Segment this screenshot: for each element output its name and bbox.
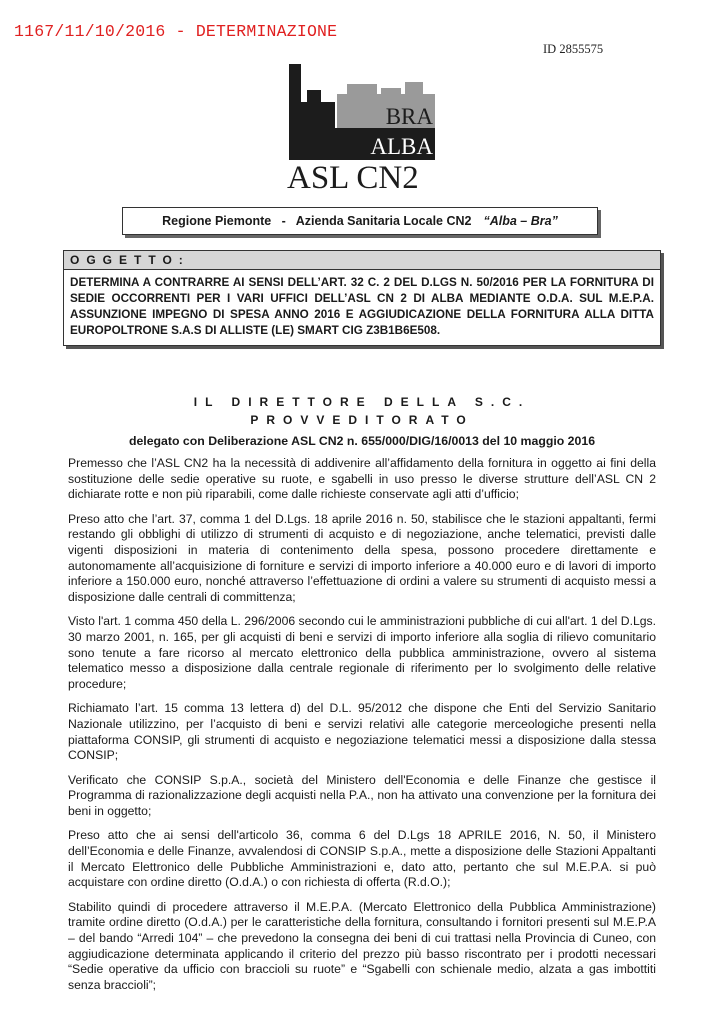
director-heading (0, 393, 724, 429)
logo-graphic (285, 62, 445, 192)
oggetto-header: OGGETTO: (64, 251, 660, 270)
director-line-1: IL DIRETTORE DELLA S.C. (193, 395, 531, 409)
paragraph-preso-atto-art37: Preso atto che l’art. 37, comma 1 del D.Lgs. 18 aprile 2016 n. 50, stabilisce che le stazioni appaltanti, fermi restando gli obblighi di utilizzo di strumenti di acquisto e di negoziazione, anche telematici, previsti dalle vigenti disposizioni in materia di contenimento della spesa, possono procedere direttamente e autonomamente all’acquisizione di forniture e servizi di importo inferiore a 40.000 euro e di lavori di importo inferiore a 150.000 euro, nonché attraverso l’effettuazione di ordini a valere su strumenti di acquisto messi a disposizione dalle centrali di committenza; (68, 511, 656, 604)
asl-cn2-logo (285, 62, 445, 192)
paragraph-stabilito: Stabilito quindi di procedere attraverso il M.E.P.A. (Mercato Elettronico della Pubblica Amministrazione) tramite ordine diretto (O.d.A.) per le caratteristiche della fornitura, consultando i fornitori presenti sul M.E.P.A – del bando “Arredi 104” – che prevedono la consegna dei beni di cui trattasi nella Provincia di Cuneo, con aggiudicazione determinata applicando il criterio del prezzo più basso riscontrato per i prodotti necessari “Sedie operative da ufficio con braccioli su ruote” e “Sgabelli con schienale medio, alzata a gas imbottiti senza braccioli”; (68, 899, 656, 992)
logo-bra-text: BRA (385, 104, 433, 129)
delegation-line: delegato con Deliberazione ASL CN2 n. 655/000/DIG/16/0013 del 10 maggio 2016 (128, 434, 596, 448)
protocol-stamp: 1167/11/10/2016 - DETERMINAZIONE (14, 22, 338, 41)
director-line-2: PROVVEDITORATO (250, 413, 474, 427)
region-title: Regione Piemonte - Azienda Sanitaria Locale CN2 (162, 214, 472, 228)
oggetto-box (63, 250, 661, 346)
document-id: ID 2855575 (543, 42, 604, 56)
logo-asl-text: ASL CN2 (287, 160, 419, 192)
paragraph-preso-atto-art36: Preso atto che ai sensi dell'articolo 36, comma 6 del D.Lgs 18 APRILE 2016, N. 50, il Ministero dell’Economia e delle Finanze, avvalendosi di CONSIP S.p.A., mette a disposizione delle Stazioni Appaltanti il Mercato Elettronico delle Pubbliche Amministrazioni e, dato atto, pertanto che sul M.E.P.A. si può acquistare con ordine diretto (O.d.A.) o con richiesta di offerta (R.d.O.); (68, 828, 656, 890)
document-body (68, 456, 656, 1002)
oggetto-text: DETERMINA A CONTRARRE AI SENSI DELL’ART. 32 C. 2 DEL D.LGS N. 50/2016 PER LA FORNITURA DI SEDIE OCCORRENTI PER I VARI UFFICI DELL’ASL CN 2 DI ALBA MEDIANTE O.D.A. SUL M.E.P.A. ASSUNZIONE IMPEGNO DI SPESA ANNO 2016 E AGGIUDICAZIONE DELLA FORNITURA ALLA DITTA EUROPOLTRONE S.A.S DI ALLISTE (LE) SMART CIG Z3B1B6E508. (70, 276, 654, 337)
logo-alba-text: ALBA (370, 134, 433, 159)
paragraph-verificato: Verificato che CONSIP S.p.A., società del Ministero dell'Economia e delle Finanze che gestisce il Programma di razionalizzazione degli acquisti nella P.A., non ha attivato una convenzione per la fornitura dei beni in oggetto; (68, 772, 656, 818)
region-banner (122, 207, 598, 235)
paragraph-visto: Visto l'art. 1 comma 450 della L. 296/2006 secondo cui le amministrazioni pubbliche di cui all'art. 1 del D.Lgs. 30 marzo 2001, n. 165, per gli acquisti di beni e servizi di importo inferiore alla soglia di rilievo comunitario sono tenute a fare ricorso al mercato elettronico della pubblica amministrazione, ovvero al sistema telematico messo a disposizione dalla centrale regionale di riferimento per lo svolgimento delle relative procedure; (68, 614, 656, 691)
paragraph-richiamato: Richiamato l’art. 15 comma 13 lettera d) del D.L. 95/2012 che dispone che Enti del Servizio Sanitario Nazionale utilizzino, per l’acquisto di beni e servizi relativi alle categorie merceologiche presenti nella piattaforma CONSIP, gli strumenti di acquisto e negoziazione telematici messi a disposizione dalla stessa CONSIP; (68, 701, 656, 763)
region-subtitle: “Alba – Bra” (483, 214, 558, 228)
paragraph-premesso: Premesso che l’ASL CN2 ha la necessità di addivenire all’affidamento della fornitura in oggetto ai fini della sostituzione delle sedie operative su ruote, e sgabelli in uso presso le diverse strutture dell’ASL CN 2 dichiarate rotte e non più riparabili, come dalle richieste conservate agli atti d’ufficio; (68, 456, 656, 502)
